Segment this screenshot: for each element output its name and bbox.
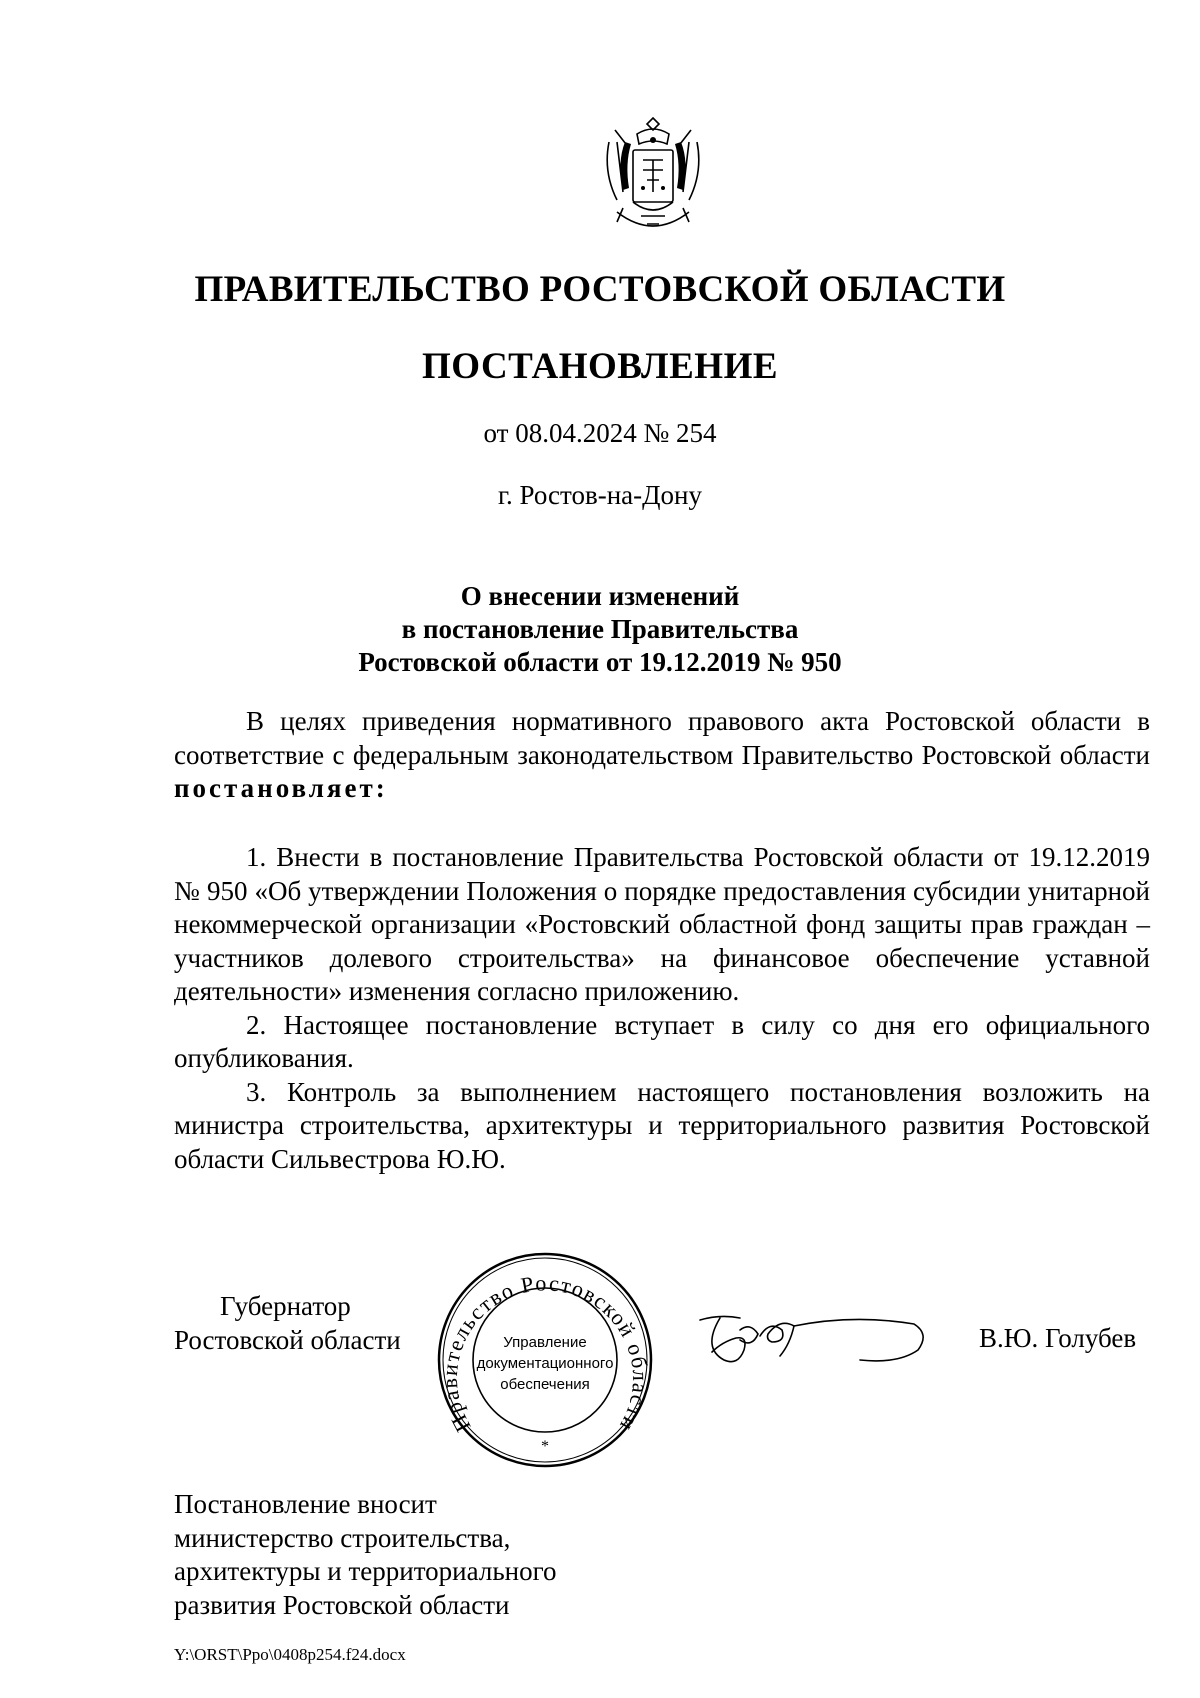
author-note-line: развития Ростовской области [174, 1589, 510, 1620]
author-note-line: Постановление вносит [174, 1489, 437, 1519]
signatory-role-line: Ростовской области [174, 1324, 401, 1355]
author-note-line: министерство строительства, [174, 1522, 511, 1553]
signatory-role-line: Губернатор [220, 1291, 351, 1321]
subject-line: О внесении изменений [460, 581, 740, 611]
rostov-oblast-coat-of-arms-icon [597, 112, 709, 237]
author-note-line: архитектуры и территориального [174, 1556, 557, 1586]
seal-inner-line: обеспечения [500, 1376, 590, 1393]
subject-line: Ростовской области от 19.12.2019 № 950 [358, 647, 842, 677]
resolution-item: 2. Настоящее постановление вступает в силу со дня его официального опубликования. [174, 1009, 1150, 1073]
subject-line: в постановление Правительства [401, 614, 799, 644]
seal-inner-line: Управление [503, 1334, 587, 1351]
file-path: Y:\ORST\Ppo\0408p254.f24.docx [174, 1645, 406, 1664]
preamble-action-word: постановляет: [174, 773, 388, 803]
svg-text:*: * [541, 1438, 549, 1455]
preamble [174, 705, 1150, 806]
resolution-item: 1. Внести в постановление Правительства Ростовской области от 19.12.2019 № 950 «Об утверждении Положения о порядке предоставления субсидии унитарной некоммерческой организации «Ростовский областной фонд защиты прав граждан – участников долевого строительства» на финансовое обеспечение уставной деятельности» изменения согласно приложению. [174, 842, 1150, 1006]
document-city: г. Ростов-на-Дону [497, 480, 702, 510]
resolution-item: 3. Контроль за выполнением настоящего постановления возложить на министра строительства, архитектуры и территориального развития Ростовской области Сильвестрова Ю.Ю. [174, 1076, 1150, 1174]
author-note [174, 1488, 557, 1622]
signatory-name: В.Ю. Голубев [979, 1323, 1137, 1353]
preamble-text: В целях приведения нормативного правового акта Ростовской области в соответствие с федеральным законодательством Правительство Ростовской области [174, 706, 1150, 770]
document-type: ПОСТАНОВЛЕНИЕ [421, 346, 779, 387]
document-subject [0, 580, 1200, 679]
signatory-role [174, 1290, 401, 1357]
handwritten-signature [690, 1300, 935, 1380]
document-date-number: от 08.04.2024 № 254 [483, 418, 717, 448]
resolution-items [174, 841, 1150, 1176]
official-seal [436, 1251, 654, 1469]
seal-inner-line: документационного [476, 1355, 614, 1372]
government-title: ПРАВИТЕЛЬСТВО РОСТОВСКОЙ ОБЛАСТИ [194, 269, 1006, 310]
seal-outer-text: Правительство Ростовской области [436, 1270, 654, 1437]
